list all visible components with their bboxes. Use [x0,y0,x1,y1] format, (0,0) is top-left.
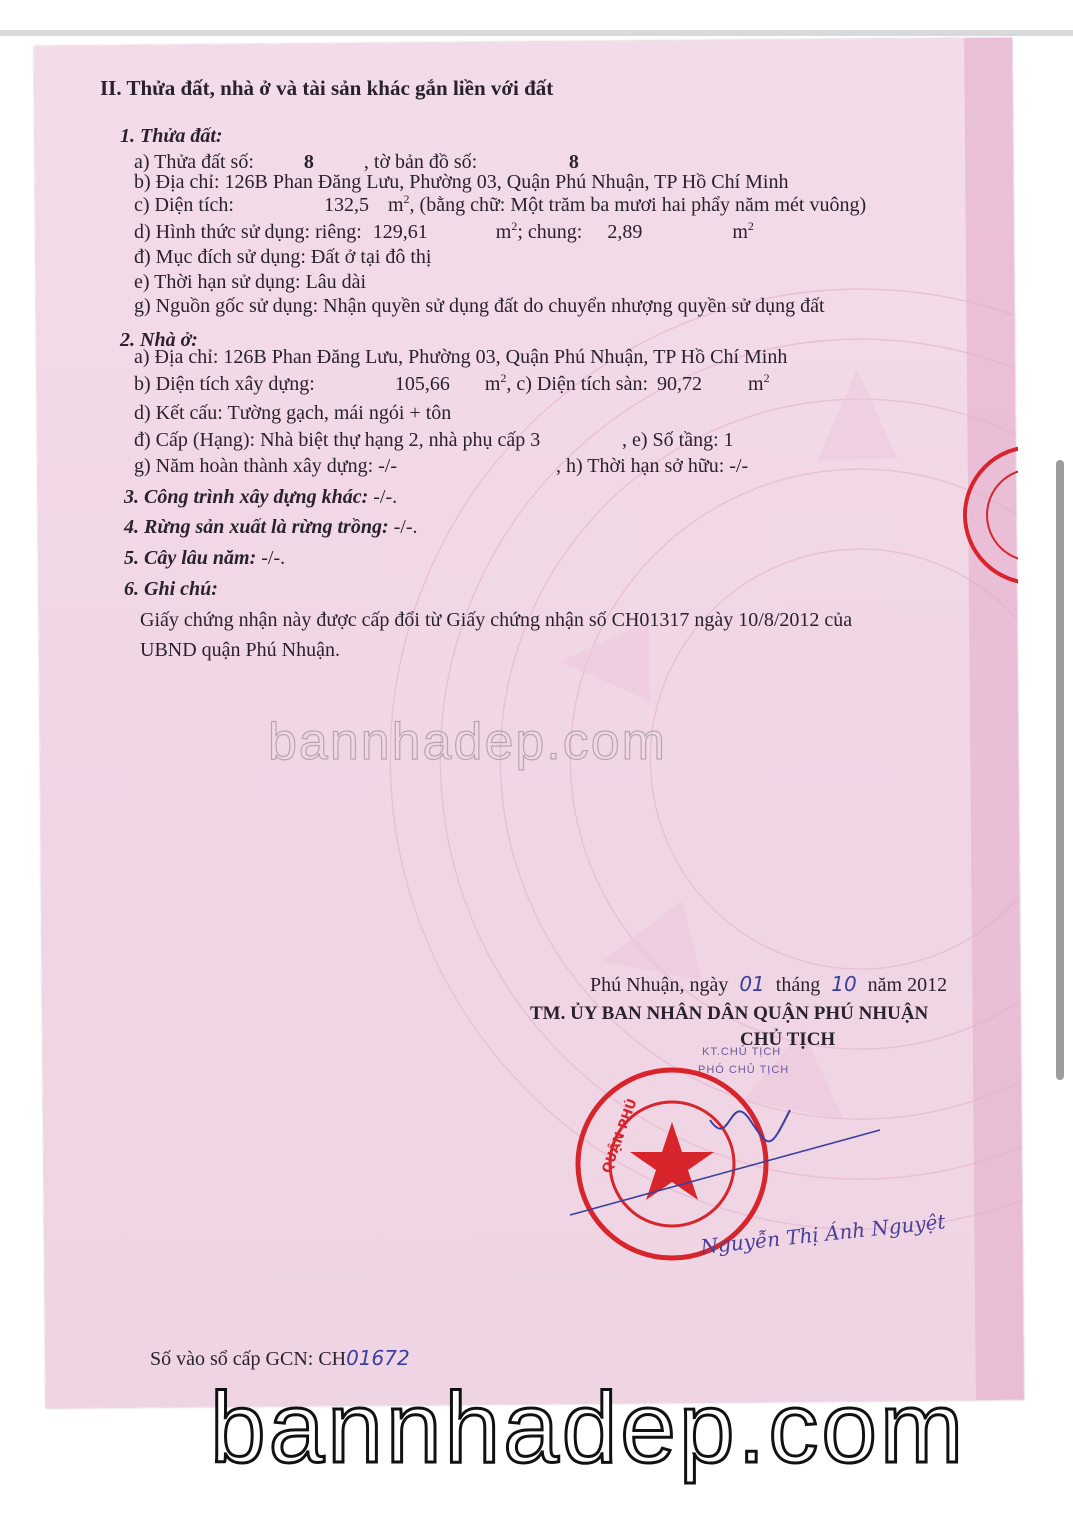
house-grade: đ) Cấp (Hạng): Nhà biệt thự hạng 2, nhà phụ cấp 3 [134,429,541,451]
other-construction-label: 3. Công trình xây dựng khác: [124,486,369,508]
notes-heading: 6. Ghi chú: [124,578,218,600]
floor-area-label: , c) Diện tích sàn: [506,373,648,395]
land-purpose: đ) Mục đích sử dụng: Đất ở tại đô thị [134,246,432,268]
area-unit: m [387,194,404,216]
built-area-label: b) Diện tích xây dựng: [134,373,315,395]
issuing-authority: TM. ỦY BAN NHÂN DÂN QUẬN PHÚ NHUẬN [530,1003,929,1024]
house-heading: 2. Nhà ở: [120,329,198,351]
house-area-row [134,372,770,396]
production-forest-row [124,515,418,539]
svg-text:QUẬN PHÚ: QUẬN PHÚ [599,1096,641,1176]
production-forest-label: 4. Rừng sản xuất là rừng trồng: [124,516,389,538]
usage-form-label: d) Hình thức sử dụng: riêng: [134,221,362,243]
side-red-seal [958,440,1018,590]
built-area-value: 105,66 [394,373,450,395]
chairman-title: CHỦ TỊCH [740,1029,836,1050]
signature-scribble [560,1080,890,1220]
issue-month: 10 [831,972,857,996]
usage-form-row [134,220,754,244]
house-completion: g) Năm hoàn thành xây dựng: -/- [134,455,397,477]
private-unit: m [495,221,512,243]
other-construction-row [124,485,397,509]
section-title: II. Thửa đất, nhà ở và tài sản khác gắn liền với đất [100,76,554,100]
map-label: , tờ bản đồ số: [363,151,478,173]
area-label: c) Diện tích: [134,194,234,216]
issue-day: 01 [739,972,765,996]
house-ownership-term: , h) Thời hạn sở hữu: -/- [556,455,749,477]
perennial-trees-value: -/-. [256,547,286,569]
perennial-trees-row [124,546,285,570]
area-unit-sup: 2 [403,192,410,206]
issue-date [590,972,947,997]
land-duration: e) Thời hạn sử dụng: Lâu dài [134,271,367,293]
shared-label: ; chung: [517,221,583,243]
shared-unit: m [732,221,748,243]
watermark-middle: bannhadep.com [268,713,667,771]
built-area-unit: m [484,373,501,395]
notes-line-1: Giấy chứng nhận này được cấp đổi từ Giấy chứng nhận số CH01317 ngày 10/8/2012 của [140,609,853,631]
private-unit-sup: 2 [511,219,518,233]
house-structure: d) Kết cấu: Tường gạch, mái ngói + tôn [134,402,452,424]
year-label: năm [867,974,903,996]
floor-area-unit-sup: 2 [763,371,770,385]
house-address: a) Địa chỉ: 126B Phan Đăng Lưu, Phường 03, Quận Phú Nhuận, TP Hồ Chí Minh [134,346,788,368]
private-value: 129,61 [372,221,428,243]
perennial-trees-label: 5. Cây lâu năm: [124,547,257,569]
registry-number: 01672 [346,1346,410,1370]
production-forest-value: -/-. [388,516,418,538]
house-grade-row [134,428,734,452]
land-address: b) Địa chỉ: 126B Phan Đăng Lưu, Phường 03, Quận Phú Nhuận, TP Hồ Chí Minh [134,171,789,193]
top-strip [0,0,1073,30]
land-area-row [134,193,866,217]
shared-unit-sup: 2 [747,219,754,233]
other-construction-value: -/-. [368,486,398,508]
floor-area-unit: m [748,373,764,395]
scrollbar-thumb[interactable] [1056,460,1064,1080]
shared-value: 2,89 [607,221,643,243]
issue-year: 2012 [907,974,948,996]
signer-name: Nguyễn Thị Ánh Nguyệt [699,1209,947,1259]
land-heading: 1. Thửa đất: [120,125,223,147]
parcel-label: a) Thửa đất số: [134,151,254,173]
registry-label: Số vào sổ cấp GCN: CH [150,1348,347,1370]
notes-line-2: UBND quận Phú Nhuận. [140,639,340,661]
built-area-unit-sup: 2 [500,371,507,385]
stamp-title-2: PHÓ CHỦ TỊCH [698,1064,790,1076]
house-floors: , e) Số tầng: 1 [622,429,734,451]
watermark-bottom: bannhadep.com [210,1372,967,1484]
month-label: tháng [775,974,821,996]
house-completion-row [134,454,748,478]
parcel-number: 8 [303,151,314,173]
land-origin: g) Nguồn gốc sử dụng: Nhận quyền sử dụng đất do chuyển nhượng quyền sử dụng đất [134,295,825,317]
date-prefix: Phú Nhuận, ngày [590,974,729,996]
area-words: , (bằng chữ: Một trăm ba mươi hai phẩy năm mét vuông) [409,194,867,216]
map-number: 8 [568,151,579,173]
stamp-title-1: KT.CHỦ TỊCH [702,1046,782,1058]
area-value: 132,5 [323,194,369,216]
floor-area-value: 90,72 [657,373,702,395]
